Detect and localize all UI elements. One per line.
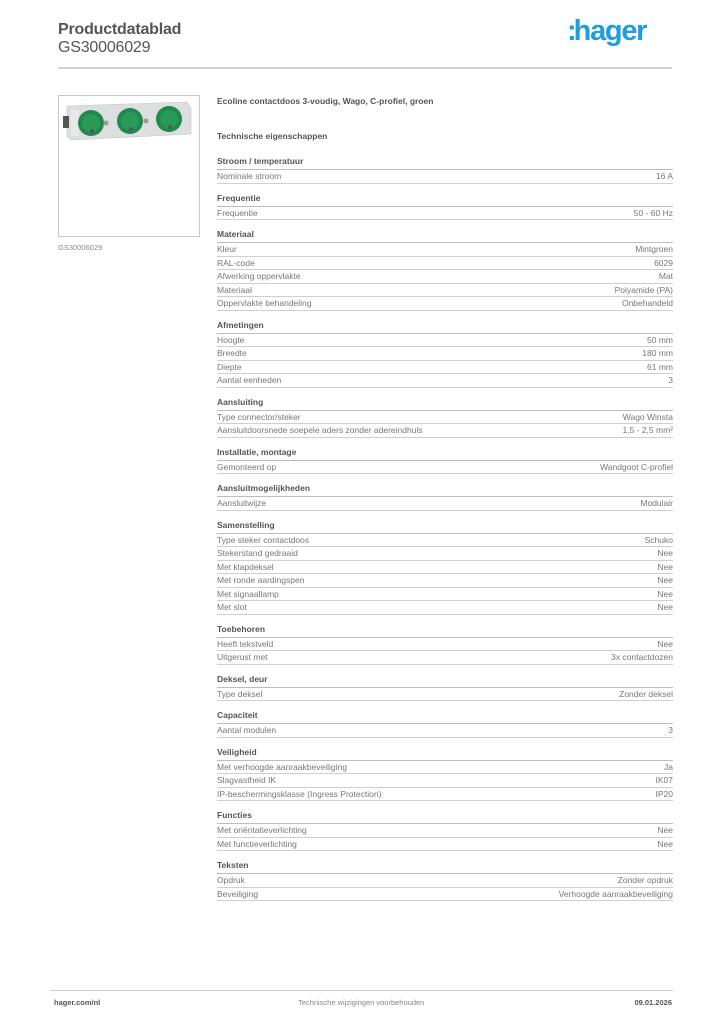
spec-label: Diepte [217,361,242,372]
footer-disclaimer: Technische wijzigingen voorbehouden [298,998,425,1007]
spec-value: Nee [657,575,673,585]
spec-value: 1,5 - 2,5 mm² [622,425,673,435]
spec-row [217,411,673,425]
spec-sections [217,156,673,901]
section-title: Teksten [217,860,673,874]
spec-label: Met verhoogde aanraakbeveiliging [217,761,347,772]
spec-label: Materiaal [217,284,252,295]
spec-label: Afwerking oppervlakte [217,271,301,281]
spec-section [217,520,673,615]
logo-text: hager [573,15,647,47]
spec-row [217,284,673,298]
logo-colon: : [567,15,574,47]
spec-label: Opdruk [217,875,245,885]
spec-label: IP-beschermingsklasse (Ingress Protection) [217,788,382,799]
spec-row [217,888,673,902]
spec-value: Onbehandeld [621,298,673,308]
spec-value: Zonder deksel [619,688,673,699]
footer-website[interactable]: hager.com/nl [54,998,101,1007]
spec-value: Zonder opdruk [617,875,673,885]
section-title: Veiligheid [217,747,673,761]
spec-label: Breedte [217,348,247,358]
spec-row [217,424,673,438]
spec-section [217,156,673,184]
spec-section [217,397,673,438]
spec-value: Wandgoot C-profiel [600,461,673,472]
section-title: Deksel, deur [217,674,673,688]
hager-logo [567,13,646,49]
page-title: Productdatablad [58,21,182,38]
section-title: Frequentie [217,193,673,207]
spec-value: Nee [657,638,673,649]
spec-row [217,688,673,702]
spec-row [217,638,673,652]
spec-row [217,270,673,284]
spec-label: Met slot [217,602,247,612]
spec-section [217,710,673,738]
spec-label: Met klapdeksel [217,561,274,572]
spec-value: Wago Winsta [622,411,673,422]
spec-content [217,96,673,910]
spec-label: Uitgerust met [217,652,268,662]
spec-row [217,534,673,548]
spec-row [217,651,673,665]
spec-row [217,838,673,852]
spec-row [217,170,673,184]
spec-value: 50 mm [647,334,673,345]
spec-row [217,257,673,271]
section-title: Installatie, montage [217,447,673,461]
spec-row [217,724,673,738]
spec-row [217,561,673,575]
spec-label: Stekerstand gedraaid [217,548,298,558]
spec-label: Kleur [217,244,237,254]
spec-label: RAL-code [217,257,255,268]
spec-value: Nee [657,548,673,558]
spec-value: 61 mm [647,361,673,372]
spec-row [217,374,673,388]
spec-label: Type deksel [217,688,263,699]
spec-row [217,497,673,511]
section-title: Stroom / temperatuur [217,156,673,170]
spec-section [217,674,673,702]
spec-value: Mintgroen [635,244,673,254]
spec-value: 50 - 60 Hz [633,207,673,218]
spec-row [217,874,673,888]
spec-label: Aansluitdoorsnede soepele aders zonder adereindhuls [217,425,423,435]
spec-row [217,774,673,788]
spec-value: Polyamide (PA) [614,284,673,295]
spec-row [217,347,673,361]
socket-strip-illustration [59,96,199,236]
spec-section [217,447,673,475]
spec-value: Mat [658,271,673,281]
spec-section [217,483,673,511]
spec-label: Met signaallamp [217,588,279,599]
spec-value: Ja [664,761,673,772]
product-image [58,95,200,237]
spec-label: Type connector/steker [217,411,301,422]
spec-section [217,860,673,901]
spec-value: 3x contactdozen [611,652,673,662]
spec-label: Heeft tekstveld [217,638,274,649]
spec-row [217,297,673,311]
spec-row [217,547,673,561]
spec-row [217,601,673,615]
spec-section [217,320,673,388]
spec-value: Nee [657,561,673,572]
spec-row [217,461,673,475]
spec-value: Nee [657,838,673,849]
spec-label: Aantal eenheden [217,375,282,385]
section-title: Aansluitmogelijkheden [217,483,673,497]
spec-value: IK07 [655,775,673,785]
spec-value: 16 A [655,171,673,181]
spec-section [217,193,673,221]
spec-label: Met functieverlichting [217,838,297,849]
spec-label: Oppervlakte behandeling [217,298,312,308]
spec-label: Hoogte [217,334,245,345]
spec-row [217,334,673,348]
footer-divider [50,990,673,991]
spec-row [217,574,673,588]
spec-row [217,361,673,375]
spec-label: Type steker contactdoos [217,534,310,545]
section-title: Aansluiting [217,397,673,411]
spec-section [217,747,673,802]
product-description: Ecoline contactdoos 3-voudig, Wago, C-profiel, groen [217,96,434,106]
spec-row [217,788,673,802]
spec-value: 6029 [654,257,673,268]
technical-properties-heading: Technische eigenschappen [217,131,328,141]
section-title: Toebehoren [217,624,673,638]
spec-label: Beveiliging [217,888,259,899]
section-title: Afmetingen [217,320,673,334]
spec-value: Nee [657,602,673,612]
spec-value: Modulair [640,498,673,508]
spec-value: IP20 [655,788,673,799]
spec-row [217,824,673,838]
spec-label: Slagvastheid IK [217,775,277,785]
spec-row [217,761,673,775]
section-title: Capaciteit [217,710,673,724]
spec-value: Nee [657,588,673,599]
spec-label: Met ronde aardingspen [217,575,305,585]
section-title: Functies [217,810,673,824]
header-divider [58,67,672,69]
spec-label: Frequentie [217,207,258,218]
spec-value: 3 [668,725,673,735]
product-image-caption: GS30006029 [58,243,103,252]
spec-value: Nee [657,825,673,835]
spec-label: Nominale stroom [217,171,282,181]
spec-label: Aansluitwijze [217,498,267,508]
spec-label: Gemonteerd op [217,461,277,472]
spec-row [217,243,673,257]
spec-section [217,229,673,311]
spec-label: Aantal modulen [217,725,277,735]
section-title: Samenstelling [217,520,673,534]
spec-section [217,624,673,665]
product-code: GS30006029 [58,39,151,56]
spec-value: Verhoogde aanraakbeveiliging [558,888,673,899]
spec-label: Met oriëntatieverlichting [217,825,307,835]
spec-row [217,207,673,221]
spec-row [217,588,673,602]
footer-date: 09.01.2026 [634,998,672,1007]
spec-value: 180 mm [642,348,673,358]
spec-section [217,810,673,851]
spec-value: 3 [668,375,673,385]
spec-value: Schuko [644,534,673,545]
section-title: Materiaal [217,229,673,243]
